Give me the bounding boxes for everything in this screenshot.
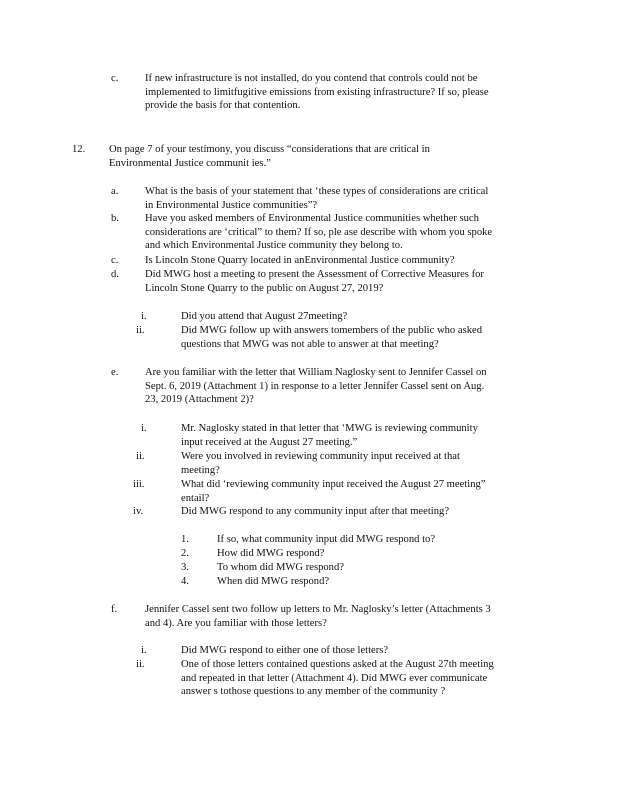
question-text: Did MWG follow up with answers tomembers of the public who asked questions that MWG was not able to answer at that meeting? <box>181 325 482 350</box>
subitem-marker: ii. <box>136 451 145 462</box>
list-item-marker: 1. <box>181 534 189 545</box>
item-marker: b. <box>111 213 119 224</box>
question-text: Did MWG host a meeting to present the Assessment of Corrective Measures for Lincoln Stone Quarry to the public on August 27, 2019? <box>145 269 484 294</box>
subitem-marker: i. <box>141 645 147 656</box>
question-text: Were you involved in reviewing community input received at that meeting? <box>181 451 460 476</box>
list-item-text: If so, what community input did MWG respond to? <box>217 534 436 545</box>
list-item-marker: 2. <box>181 548 189 559</box>
question-text: One of those letters contained questions asked at the August 27th meeting and repeated in that letter (Attachment 4). Did MWG ever communicate answer s tothose questions to any member of the community ? <box>181 659 494 698</box>
list-item-text: When did MWG respond? <box>217 576 330 587</box>
question-text: What did ‘reviewing community input received the August 27 meeting” entail? <box>181 479 486 504</box>
item-marker: d. <box>111 269 119 280</box>
item-marker: a. <box>111 186 119 197</box>
question-text: Have you asked members of Environmental Justice communities whether such considerations are ‘critical” to them? If so, ple ase describe with whom you spoke and which Environmental Justice community they belong to. <box>145 213 493 252</box>
item-marker: c. <box>111 73 119 84</box>
subitem-marker: i. <box>141 311 147 322</box>
list-item-marker: 3. <box>181 562 189 573</box>
question-text: If new infrastructure is not installed, do you contend that controls could not be implemented to limitfugitive emissions from existing infrastructure? If so, please provide the basis for that contention. <box>145 73 489 112</box>
question-text: Are you familiar with the letter that William Naglosky sent to Jennifer Cassel on Sept. 6, 2019 (Attachment 1) in response to a letter Jennifer Cassel sent on Aug. 23, 2019 (Attachment 2)? <box>145 367 487 406</box>
question-text: What is the basis of your statement that ‘these types of considerations are critical in Environmental Justice communities”? <box>145 186 489 211</box>
item-marker: e. <box>111 367 119 378</box>
question-text: Is Lincoln Stone Quarry located in anEnvironmental Justice community? <box>145 255 455 266</box>
list-item-text: How did MWG respond? <box>217 548 325 559</box>
item-marker: f. <box>111 604 118 615</box>
question-text: On page 7 of your testimony, you discuss “considerations that are critical in Environmental Justice communit ies.” <box>109 144 430 169</box>
list-item-marker: 4. <box>181 576 189 587</box>
question-text: Jennifer Cassel sent two follow up letters to Mr. Naglosky’s letter (Attachments 3 and 4). Are you familiar with those letters? <box>145 604 491 629</box>
question-text: Did MWG respond to any community input after that meeting? <box>181 506 450 517</box>
question-text: Did you attend that August 27meeting? <box>181 311 348 322</box>
question-text: Mr. Naglosky stated in that letter that ‘MWG is reviewing community input received at the August 27 meeting.” <box>181 423 478 448</box>
item-marker: c. <box>111 255 119 266</box>
subitem-marker: iv. <box>133 506 144 517</box>
subitem-marker: ii. <box>136 659 145 670</box>
question-number: 12. <box>72 144 86 155</box>
question-text: Did MWG respond to either one of those letters? <box>181 645 389 656</box>
subitem-marker: iii. <box>133 479 145 490</box>
subitem-marker: i. <box>141 423 147 434</box>
list-item-text: To whom did MWG respond? <box>217 562 344 573</box>
subitem-marker: ii. <box>136 325 145 336</box>
